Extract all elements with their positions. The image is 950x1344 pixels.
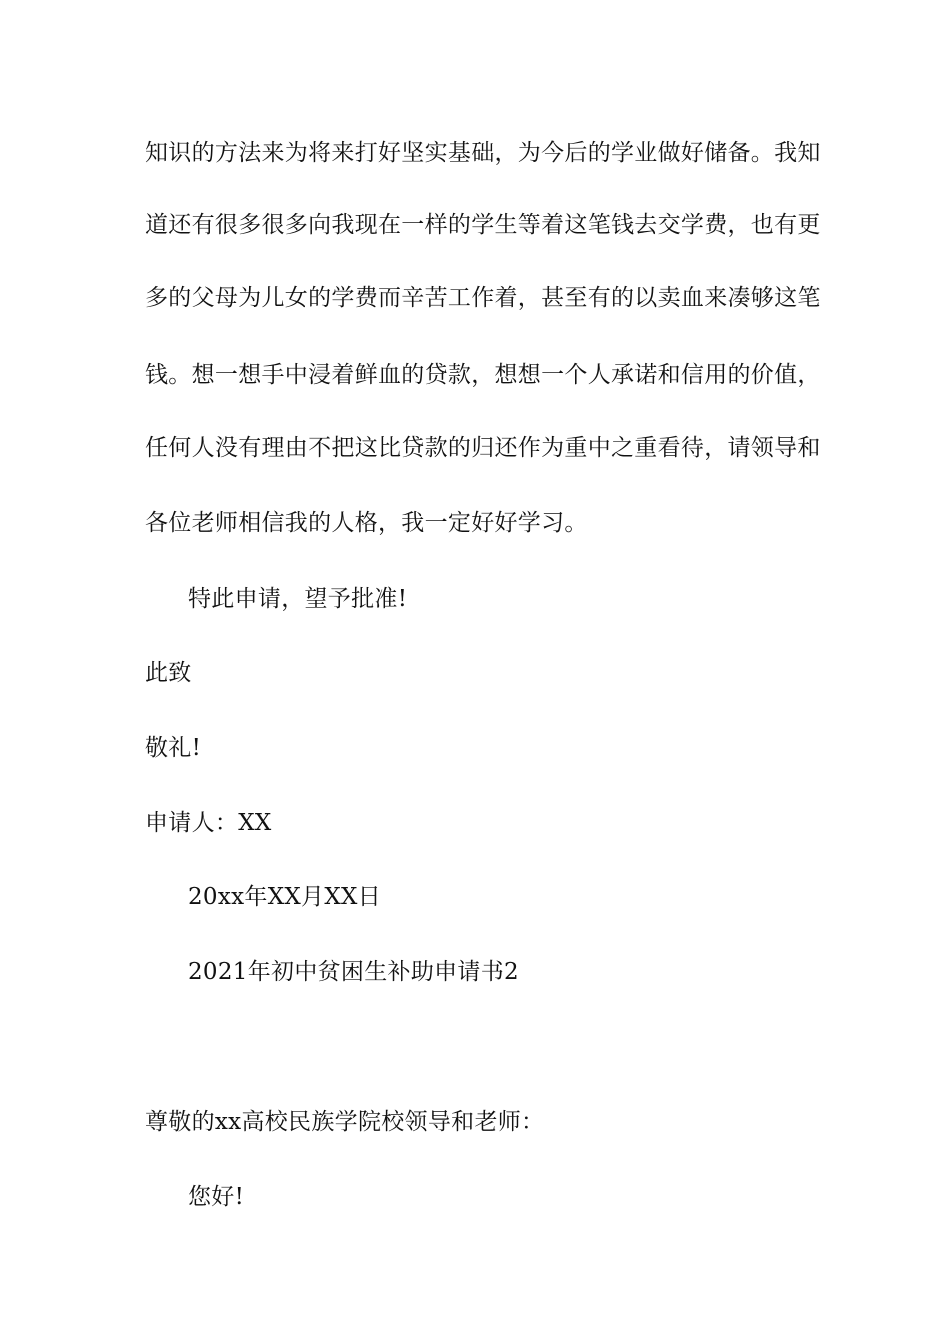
body-text-line: 任何人没有理由不把这比贷款的归还作为重中之重看待，请领导和 bbox=[145, 435, 821, 461]
body-text-line: 各位老师相信我的人格，我一定好好学习。 bbox=[145, 510, 588, 536]
date-line: 20xx年XX月XX日 bbox=[188, 884, 382, 910]
greeting-line: 您好! bbox=[188, 1184, 245, 1210]
body-text-line: 钱。想一想手中浸着鲜血的贷款，想想一个人承诺和信用的价值， bbox=[145, 362, 821, 388]
closing-line: 此致 bbox=[145, 660, 192, 686]
salutation-line: 尊敬的xx高校民族学院校领导和老师： bbox=[145, 1109, 545, 1135]
section-title: 2021年初中贫困生补助申请书2 bbox=[188, 959, 519, 985]
body-text-line: 道还有很多很多向我现在一样的学生等着这笔钱去交学费，也有更 bbox=[145, 212, 821, 238]
request-line: 特此申请，望予批准! bbox=[188, 586, 408, 612]
body-text-line: 知识的方法来为将来打好坚实基础，为今后的学业做好储备。我知 bbox=[145, 140, 821, 166]
body-text-line: 多的父母为儿女的学费而辛苦工作着，甚至有的以卖血来凑够这笔 bbox=[145, 285, 821, 311]
closing-line: 敬礼! bbox=[145, 735, 202, 761]
applicant-line: 申请人：XX bbox=[145, 810, 272, 836]
